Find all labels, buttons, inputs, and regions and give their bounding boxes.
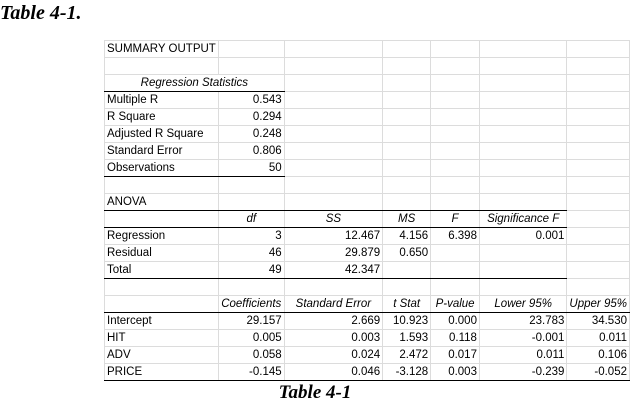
anova-column-header: F <box>431 211 480 228</box>
empty-cell <box>431 41 480 58</box>
coefficient-row <box>105 364 630 381</box>
coefficient-se-cell: 0.024 <box>284 347 382 364</box>
coefficients-column-header: P-value <box>431 296 480 313</box>
empty-cell <box>431 58 480 75</box>
empty-cell <box>284 58 382 75</box>
stat-label: R Square <box>105 109 219 126</box>
coefficients-column-header: t Stat <box>383 296 431 313</box>
empty-cell <box>431 75 480 92</box>
stat-value: 0.294 <box>218 109 284 126</box>
summary-title: SUMMARY OUTPUT <box>105 41 219 58</box>
empty-cell <box>383 160 431 177</box>
coefficient-row <box>105 330 630 347</box>
stat-value: 50 <box>218 160 284 177</box>
empty-cell <box>479 279 566 296</box>
top-caption: Table 4-1. <box>0 2 82 24</box>
coefficients-header-row <box>105 296 630 313</box>
stat-value: 0.543 <box>218 92 284 109</box>
anova-ss-cell: 29.879 <box>284 245 382 262</box>
empty-cell <box>218 177 284 194</box>
empty-cell <box>479 126 566 143</box>
empty-cell <box>479 160 566 177</box>
anova-title-row <box>105 194 630 211</box>
coefficient-coef-cell: 0.058 <box>218 347 284 364</box>
empty-cell <box>431 160 480 177</box>
stat-label: Multiple R <box>105 92 219 109</box>
empty-cell <box>383 58 431 75</box>
coefficient-se-cell: 2.669 <box>284 313 382 330</box>
regression-statistic-row <box>105 92 630 109</box>
empty-cell <box>479 41 566 58</box>
empty-cell <box>431 126 480 143</box>
empty-cell <box>383 92 431 109</box>
empty-cell <box>284 109 382 126</box>
empty-cell <box>431 177 480 194</box>
blank-row <box>105 177 630 194</box>
empty-cell <box>284 160 382 177</box>
empty-cell <box>479 92 566 109</box>
empty-cell <box>479 194 566 211</box>
empty-cell <box>431 279 480 296</box>
regression-statistic-row <box>105 143 630 160</box>
empty-cell <box>479 75 566 92</box>
empty-cell <box>383 177 431 194</box>
regression-statistic-row <box>105 109 630 126</box>
coefficient-lower-cell: 0.011 <box>479 347 566 364</box>
anova-header-blank <box>105 211 219 228</box>
empty-cell <box>284 143 382 160</box>
empty-cell <box>284 279 382 296</box>
anova-header-row <box>105 211 630 228</box>
coefficient-se-cell: 0.046 <box>284 364 382 381</box>
empty-cell <box>284 126 382 143</box>
empty-cell <box>383 143 431 160</box>
coefficient-p-cell: 0.003 <box>431 364 480 381</box>
empty-cell <box>284 177 382 194</box>
empty-cell <box>383 194 431 211</box>
anova-row <box>105 262 630 279</box>
coefficient-row-label: PRICE <box>105 364 219 381</box>
coefficient-se-cell: 0.003 <box>284 330 382 347</box>
stat-label: Observations <box>105 160 219 177</box>
anova-sigf-cell <box>479 245 566 262</box>
coefficient-upper-cell: 34.530 <box>567 313 630 330</box>
empty-cell <box>567 177 630 194</box>
empty-cell <box>383 41 431 58</box>
anova-df-cell: 46 <box>218 245 284 262</box>
blank-row <box>105 279 630 296</box>
coefficient-coef-cell: -0.145 <box>218 364 284 381</box>
empty-cell <box>567 75 630 92</box>
stat-value: 0.248 <box>218 126 284 143</box>
coefficient-lower-cell: 23.783 <box>479 313 566 330</box>
empty-cell <box>567 92 630 109</box>
stat-label: Adjusted R Square <box>105 126 219 143</box>
empty-cell <box>284 194 382 211</box>
empty-cell <box>567 279 630 296</box>
empty-cell <box>105 279 219 296</box>
coefficient-row <box>105 313 630 330</box>
coefficient-p-cell: 0.000 <box>431 313 480 330</box>
empty-cell <box>431 92 480 109</box>
anova-sigf-cell <box>479 262 566 279</box>
empty-cell <box>383 279 431 296</box>
coefficient-row-label: HIT <box>105 330 219 347</box>
empty-cell <box>218 58 284 75</box>
coefficient-p-cell: 0.017 <box>431 347 480 364</box>
anova-ms-cell: 4.156 <box>383 228 431 245</box>
anova-row-label: Regression <box>105 228 219 245</box>
anova-f-cell: 6.398 <box>431 228 480 245</box>
coefficients-column-header: Lower 95% <box>479 296 566 313</box>
empty-cell <box>218 279 284 296</box>
empty-cell <box>567 41 630 58</box>
empty-cell <box>479 177 566 194</box>
empty-cell <box>567 211 630 228</box>
empty-cell <box>105 177 219 194</box>
empty-cell <box>431 143 480 160</box>
empty-cell <box>567 160 630 177</box>
anova-column-header: MS <box>383 211 431 228</box>
bottom-caption: Table 4-1 <box>278 382 352 403</box>
empty-cell <box>218 194 284 211</box>
anova-f-cell <box>431 245 480 262</box>
empty-cell <box>218 41 284 58</box>
anova-column-header: Significance F <box>479 211 566 228</box>
coefficient-row-label: Intercept <box>105 313 219 330</box>
anova-ms-cell <box>383 262 431 279</box>
empty-cell <box>567 194 630 211</box>
anova-row-label: Total <box>105 262 219 279</box>
coefficient-lower-cell: -0.001 <box>479 330 566 347</box>
anova-ms-cell: 0.650 <box>383 245 431 262</box>
regression-statistic-row <box>105 126 630 143</box>
summary-title-row <box>105 41 630 58</box>
spreadsheet-region <box>104 40 630 382</box>
empty-cell <box>431 109 480 126</box>
coefficients-column-header: Coefficients <box>218 296 284 313</box>
anova-ss-cell: 12.467 <box>284 228 382 245</box>
regression-output-table <box>104 40 630 381</box>
empty-cell <box>567 262 630 279</box>
anova-df-cell: 3 <box>218 228 284 245</box>
empty-cell <box>431 194 480 211</box>
regression-statistic-row <box>105 160 630 177</box>
anova-row-label: Residual <box>105 245 219 262</box>
stat-label: Standard Error <box>105 143 219 160</box>
empty-cell <box>567 143 630 160</box>
coefficient-p-cell: 0.118 <box>431 330 480 347</box>
anova-ss-cell: 42.347 <box>284 262 382 279</box>
anova-column-header: df <box>218 211 284 228</box>
empty-cell <box>284 92 382 109</box>
coefficient-row-label: ADV <box>105 347 219 364</box>
coefficients-column-header: Standard Error <box>284 296 382 313</box>
empty-cell <box>479 143 566 160</box>
empty-cell <box>284 41 382 58</box>
empty-cell <box>567 126 630 143</box>
coefficients-column-header: Upper 95% <box>567 296 630 313</box>
empty-cell <box>383 109 431 126</box>
blank-row <box>105 58 630 75</box>
coefficient-t-cell: -3.128 <box>383 364 431 381</box>
coefficient-upper-cell: 0.106 <box>567 347 630 364</box>
anova-row <box>105 228 630 245</box>
anova-row <box>105 245 630 262</box>
coefficient-t-cell: 10.923 <box>383 313 431 330</box>
empty-cell <box>567 109 630 126</box>
regression-statistics-header: Regression Statistics <box>105 75 285 92</box>
stat-value: 0.806 <box>218 143 284 160</box>
empty-cell <box>105 58 219 75</box>
empty-cell <box>479 58 566 75</box>
empty-cell <box>383 126 431 143</box>
coefficients-header-blank <box>105 296 219 313</box>
coefficient-t-cell: 2.472 <box>383 347 431 364</box>
anova-df-cell: 49 <box>218 262 284 279</box>
anova-sigf-cell: 0.001 <box>479 228 566 245</box>
empty-cell <box>567 228 630 245</box>
coefficient-t-cell: 1.593 <box>383 330 431 347</box>
empty-cell <box>567 58 630 75</box>
anova-title: ANOVA <box>105 194 219 211</box>
coefficient-coef-cell: 0.005 <box>218 330 284 347</box>
empty-cell <box>383 75 431 92</box>
empty-cell <box>567 245 630 262</box>
anova-column-header: SS <box>284 211 382 228</box>
coefficient-upper-cell: 0.011 <box>567 330 630 347</box>
empty-cell <box>284 75 382 92</box>
coefficient-coef-cell: 29.157 <box>218 313 284 330</box>
anova-f-cell <box>431 262 480 279</box>
coefficient-row <box>105 347 630 364</box>
coefficient-lower-cell: -0.239 <box>479 364 566 381</box>
coefficient-upper-cell: -0.052 <box>567 364 630 381</box>
empty-cell <box>479 109 566 126</box>
regression-statistics-header-row <box>105 75 630 92</box>
